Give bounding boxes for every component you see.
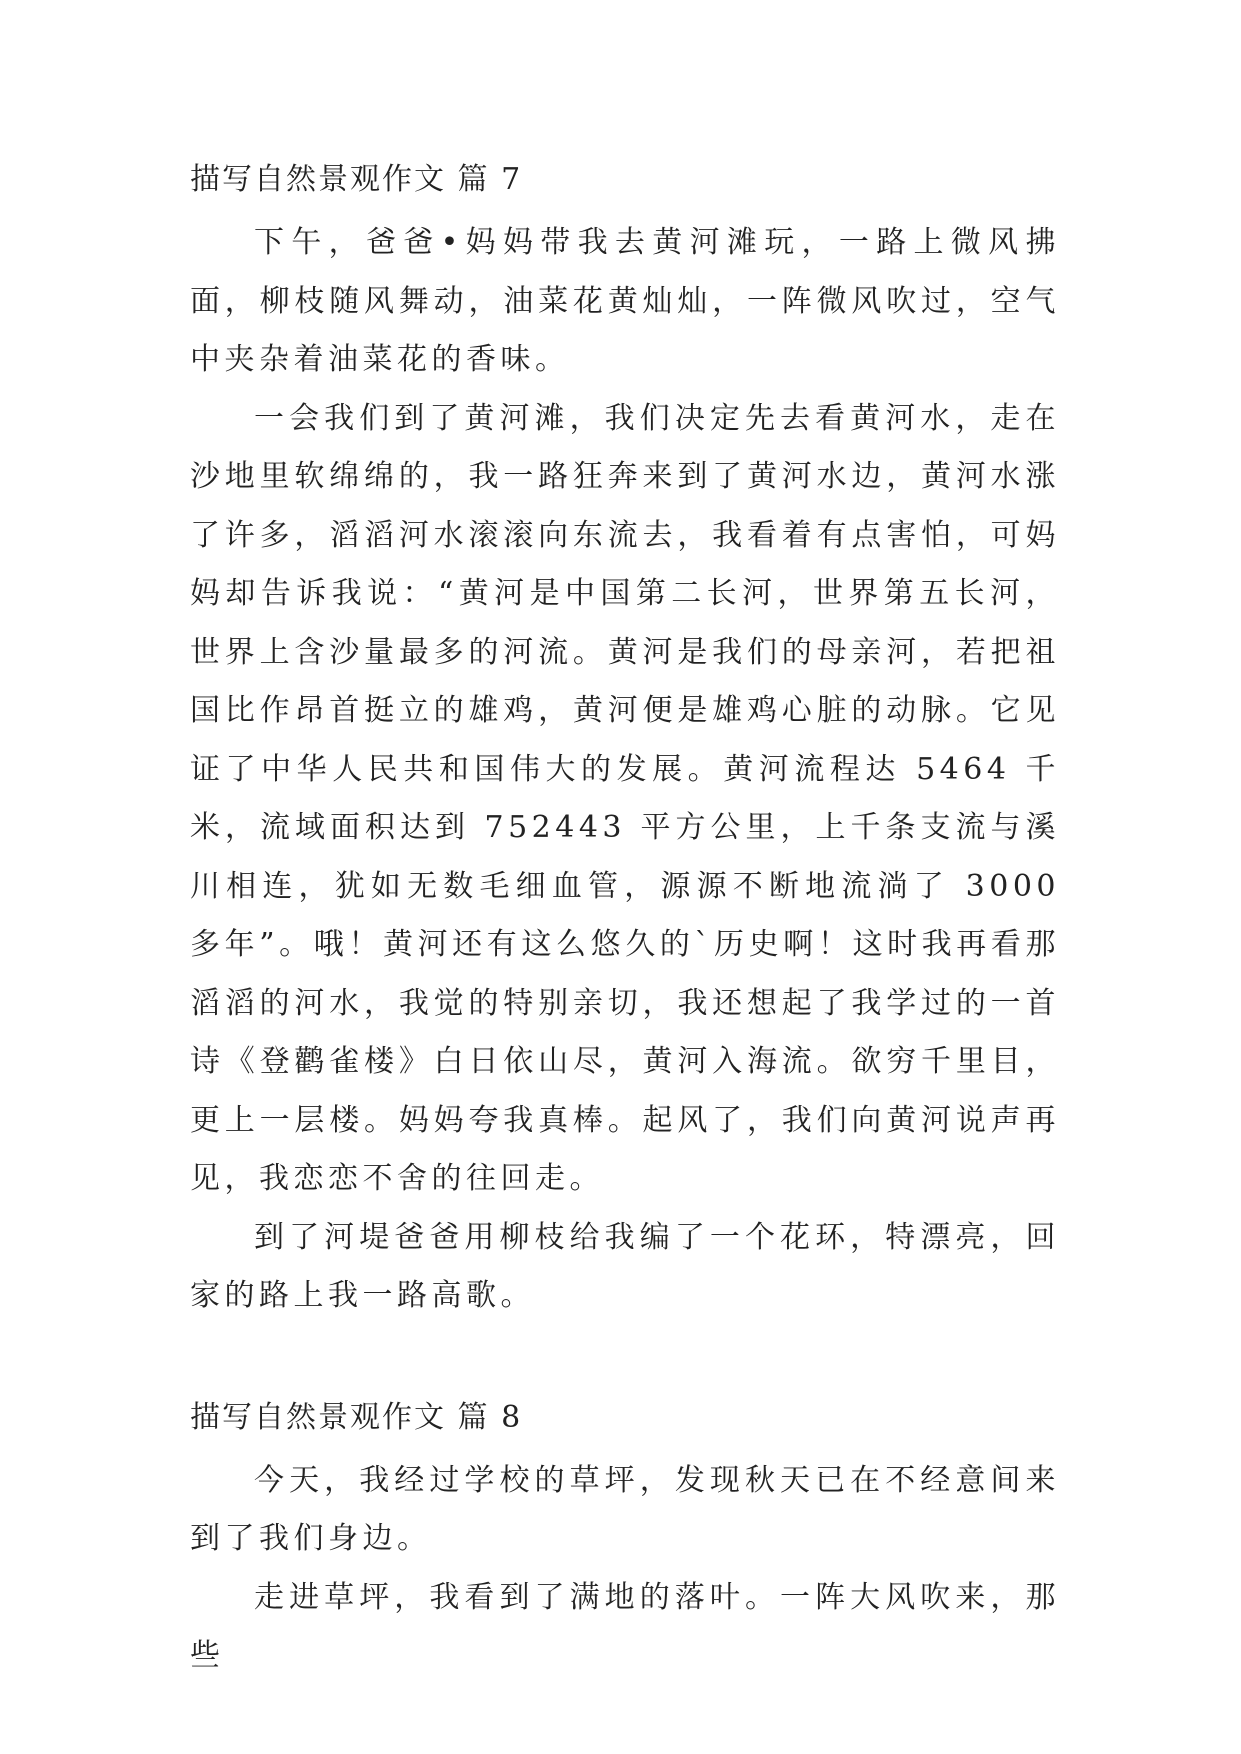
paragraph: 一会我们到了黄河滩，我们决定先去看黄河水，走在沙地里软绵绵的，我一路狂奔来到了黄河水边，黄河水涨了许多，滔滔河水滚滚向东流去，我看着有点害怕，可妈妈却告诉我说：“黄河是中国第二长河，世界第五长河，世界上含沙量最多的河流。黄河是我们的母亲河，若把祖国比作昂首挺立的雄鸡，黄河便是雄鸡心脏的动脉。它见证了中华人民共和国伟大的发展。黄河流程达 5464 千米，流域面积达到 752443 平方公里，上千条支流与溪川相连，犹如无数毛细血管，源源不断地流淌了 3000 多年”。哦！黄河还有这么悠久的`历史啊！这时我再看那滔滔的河水，我觉的特别亲切，我还想起了我学过的一首诗《登鹳雀楼》白日依山尽，黄河入海流。欲穷千里目，更上一层楼。妈妈夸我真棒。起风了，我们向黄河说声再见，我恋恋不舍的往回走。 [190,400,1060,1196]
essay-section-8 [190,1398,1060,1686]
section-spacer [190,1326,1060,1398]
paragraph: 下午，爸爸•妈妈带我去黄河滩玩，一路上微风拂面，柳枝随风舞动，油菜花黄灿灿，一阵微风吹过，空气中夹杂着油菜花的香味。 [190,225,1060,377]
essay-section-7 [190,160,1060,1326]
section-heading: 描写自然景观作文 篇 7 [190,162,523,197]
section-heading: 描写自然景观作文 篇 8 [190,1399,523,1435]
paragraph: 今天，我经过学校的草坪，发现秋天已在不经意间来到了我们身边。 [190,1462,1060,1556]
paragraph: 到了河堤爸爸用柳枝给我编了一个花环，特漂亮，回家的路上我一路高歌。 [190,1219,1060,1313]
document-page [190,160,1060,1686]
paragraph: 走进草坪，我看到了满地的落叶。一阵大风吹来，那些 [190,1579,1060,1673]
